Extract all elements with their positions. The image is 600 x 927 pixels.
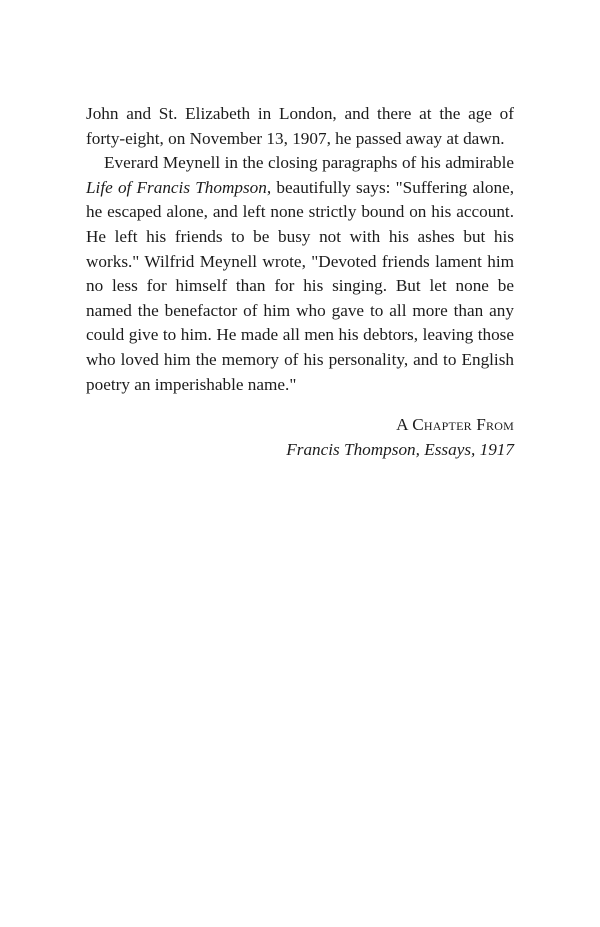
attribution-heading: A Chapter From	[396, 415, 514, 435]
paragraph-2-rest: , beautifully says: "Suffering alone, he escaped alone, and left none strictly bound on his account. He left his friends to be busy not with his ashes but his works." Wilfrid Meynell wrote, "Devoted friends lament him no less for himself than for his singing. But let none be named the benefactor of him who gave to all more than any could give to him. He made all men his debtors, leaving those who loved him the memory of his personality, and to English poetry an imperishable name."	[86, 177, 514, 394]
page-content	[86, 102, 514, 462]
paragraph-1-text: John and St. Elizabeth in London, and there at the age of forty-eight, on November 13, 1907, he passed away at dawn.	[86, 104, 514, 148]
attribution-source: Francis Thompson, Essays, 1917	[286, 439, 514, 459]
paragraph-continued	[86, 102, 514, 151]
paragraph-meynell	[86, 151, 514, 397]
book-title: Life of Francis Thompson	[86, 177, 267, 197]
attribution	[86, 413, 514, 462]
paragraph-2-lead: Everard Meynell in the closing paragraphs of his admirable	[104, 153, 514, 173]
